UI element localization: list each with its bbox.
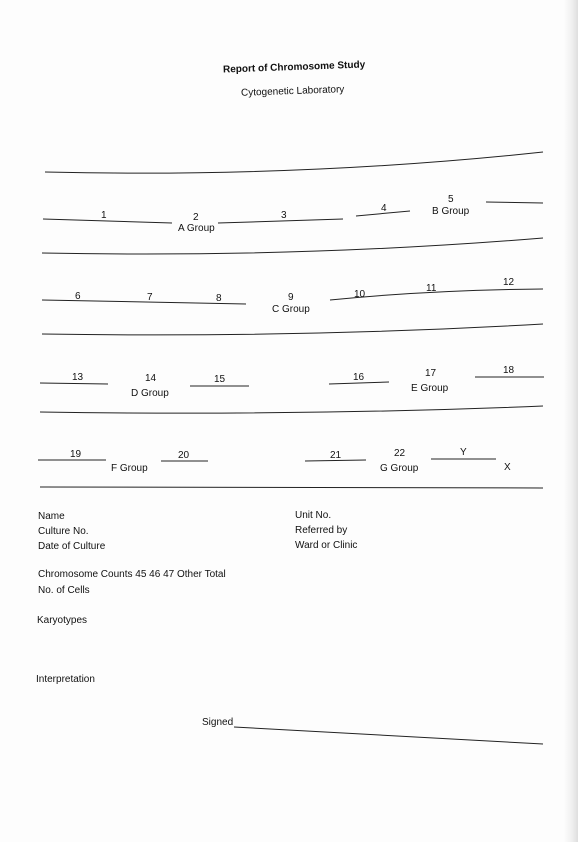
group-label-c: C Group xyxy=(272,304,310,315)
chromosome-label: 14 xyxy=(145,373,157,384)
row-divider xyxy=(40,406,543,413)
chromosome-line-5 xyxy=(486,202,543,203)
signed-label: Signed xyxy=(202,717,234,728)
chromosome-label: Y xyxy=(460,447,467,458)
row-divider xyxy=(42,238,543,254)
chromosome-label: 9 xyxy=(288,292,294,303)
ward-or-clinic-label: Ward or Clinic xyxy=(295,540,358,551)
group-label-e: E Group xyxy=(411,383,449,394)
chromosome-label: 12 xyxy=(503,277,515,288)
chromosome-label: 8 xyxy=(216,293,222,304)
group-label-f: F Group xyxy=(111,463,148,474)
chromosome-label: 17 xyxy=(425,368,437,379)
chromosome-label: 3 xyxy=(281,210,287,221)
referred-by-label: Referred by xyxy=(295,525,348,536)
chromosome-label: 18 xyxy=(503,365,515,376)
row-divider xyxy=(40,487,543,488)
chromosome-label: 20 xyxy=(178,450,190,461)
chromosome-counts-label: Chromosome Counts 45 46 47 Other Total xyxy=(38,569,226,580)
row-divider xyxy=(45,152,543,173)
karyotypes-label: Karyotypes xyxy=(37,615,88,626)
chromosome-label: 4 xyxy=(381,203,387,214)
chromosome-label: 21 xyxy=(330,450,342,461)
chromosome-label: 5 xyxy=(448,194,454,205)
group-label-a: A Group xyxy=(178,223,215,234)
signature-line xyxy=(234,727,543,744)
culture-no-label: Culture No. xyxy=(38,526,89,537)
chromosome-label: 13 xyxy=(72,372,84,383)
lab-name: Cytogenetic Laboratory xyxy=(240,84,345,99)
row-divider xyxy=(42,324,543,335)
chromosome-label: 16 xyxy=(353,372,365,383)
chromosome-label: 6 xyxy=(75,291,81,302)
chromosome-line-1 xyxy=(43,219,172,223)
group-label-b: B Group xyxy=(432,206,470,217)
name-label: Name xyxy=(38,511,65,522)
group-label-d: D Group xyxy=(131,388,169,399)
chromosome-label: 11 xyxy=(426,283,437,294)
date-of-culture-label: Date of Culture xyxy=(38,541,106,552)
unit-no-label: Unit No. xyxy=(295,510,332,521)
chromosome-label: 7 xyxy=(147,292,153,303)
chromosome-label: 22 xyxy=(394,448,406,459)
chromosome-label: 1 xyxy=(101,210,107,221)
chromosome-label: 15 xyxy=(214,374,226,385)
no-of-cells-label: No. of Cells xyxy=(38,585,90,596)
group-label-g: G Group xyxy=(380,463,419,474)
chromosome-label: 10 xyxy=(354,289,366,300)
report-title: Report of Chromosome Study xyxy=(222,59,366,76)
interpretation-label: Interpretation xyxy=(36,674,95,685)
chromosome-label: X xyxy=(504,462,511,473)
chromosome-label: 2 xyxy=(193,212,199,223)
chromosome-label: 19 xyxy=(70,449,82,460)
